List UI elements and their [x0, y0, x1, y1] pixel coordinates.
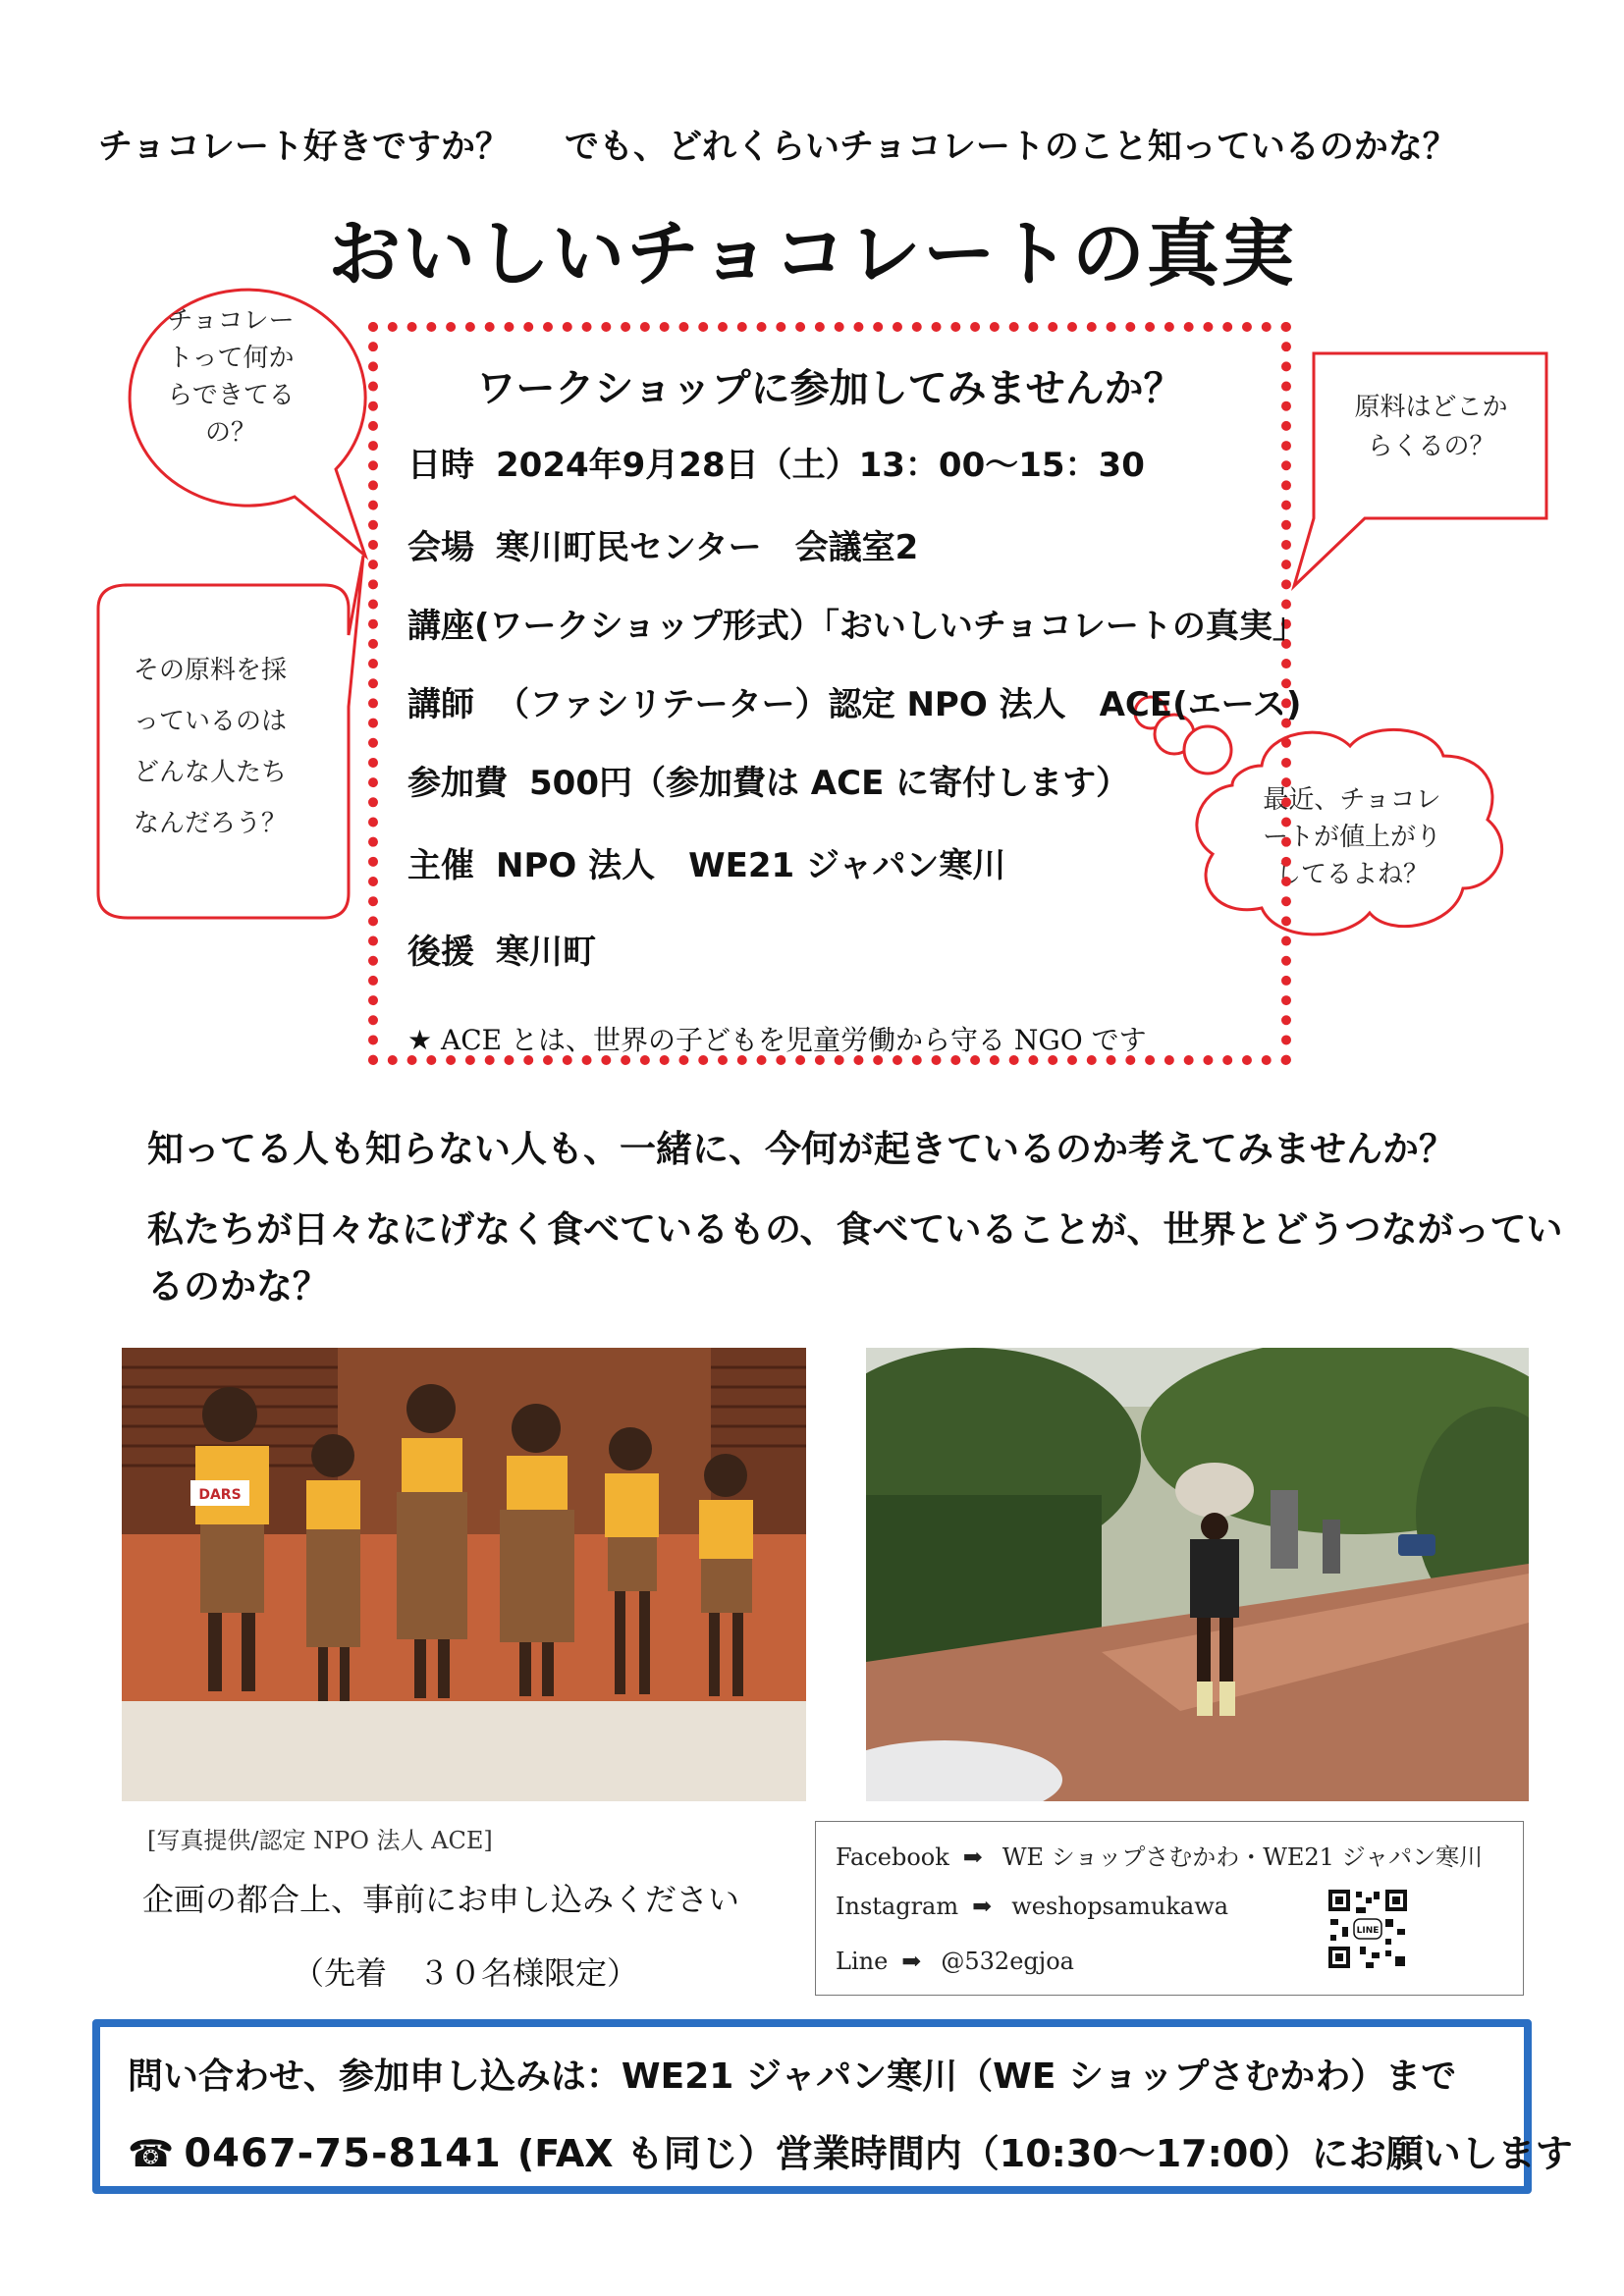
info-value: 寒川町 [496, 933, 596, 972]
info-value: NPO 法人 WE21 ジャパン寒川 [496, 846, 1006, 885]
bubble-line: なんだろう？ [134, 809, 288, 838]
bubble-line: っているのは [134, 707, 288, 736]
info-label: 日時 [407, 446, 474, 485]
contact-hours: (FAX も同じ）営業時間内（10:30～17:00）にお願いします [516, 2132, 1573, 2175]
info-label: 参加費 [407, 764, 508, 803]
qr-label: LINE [1356, 1926, 1380, 1936]
person-walking [1323, 1520, 1340, 1574]
bubble-line: してるよね？ [1274, 860, 1429, 889]
bubble-top-right-text [1326, 388, 1537, 466]
info-value: (ワークショップ形式）「おいしいチョコレートの真実」 [474, 607, 1306, 646]
event-info-box [368, 322, 1306, 1065]
info-row-course [407, 599, 1306, 647]
bubble-line: らくるの？ [1367, 432, 1495, 461]
social-value: WE ショップさむかわ・WE21 ジャパン寒川 [1001, 1843, 1484, 1871]
capacity-limit: （先着 ３０名様限定） [293, 1954, 639, 1992]
right-arrow-icon: ➡ [962, 1843, 983, 1871]
bubble-line: の？ [204, 418, 256, 448]
info-label: 会場 [407, 528, 474, 567]
phone-number[interactable]: 0467-75-8141 [184, 2131, 502, 2176]
car [1398, 1534, 1435, 1556]
line-qr-code[interactable] [1326, 1888, 1409, 1970]
info-label: 主催 [407, 846, 474, 885]
header-question-2: でも、どれくらいチョコレートのこと知っているのかな？ [564, 128, 1457, 167]
social-links-box [815, 1821, 1524, 1996]
info-value: 500円（参加費は ACE に寄付します） [529, 764, 1130, 803]
info-value: （ファシリテーター）認定 NPO 法人 ACE(エース) [496, 685, 1302, 724]
contact-line-2 [128, 2123, 1573, 2177]
header-question-1: チョコレート好きですか？ [98, 128, 510, 167]
bubble-top-left-text [147, 302, 314, 452]
chocolate-bar-label: DARS [198, 1487, 242, 1503]
social-name: Facebook [836, 1843, 949, 1871]
right-arrow-icon: ➡ [972, 1893, 993, 1920]
main-title: おいしいチョコレートの真実 [328, 212, 1296, 296]
contact-line-1: 問い合わせ、参加申し込みは：WE21 ジャパン寒川（WE ショップさむかわ）まで [128, 2056, 1457, 2097]
body-line-3: るのかな？ [147, 1265, 329, 1308]
info-row-venue [407, 520, 918, 568]
social-row-facebook[interactable] [836, 1838, 1483, 1872]
info-row-support [407, 925, 596, 973]
advance-registration-note: 企画の都合上、事前にお申し込みください [142, 1881, 740, 1918]
body-line-2: 私たちが日々なにげなく食べているもの、食べていることが、世界とどうつながってい [147, 1208, 1563, 1251]
bubble-line: らできてる [167, 381, 295, 410]
info-value: 寒川町民センター 会議室2 [496, 528, 919, 567]
info-label: 講師 [407, 685, 474, 724]
phone-icon: ☎ [128, 2132, 175, 2175]
info-value: 2024年9月28日（土）13：00～15：30 [496, 446, 1145, 485]
ace-note: ★ ACE とは、世界の子どもを児童労働から守る NGO です [407, 1024, 1147, 1056]
social-value: @532egjoa [941, 1948, 1074, 1975]
social-row-instagram[interactable] [836, 1893, 1228, 1920]
info-row-date [407, 438, 1145, 486]
bubble-mid-left-text [116, 645, 350, 849]
social-value: weshopsamukawa [1011, 1893, 1229, 1920]
photo-children [122, 1348, 806, 1801]
bubble-line: ートが値上がり [1262, 823, 1441, 852]
bubble-line: 最近、チョコレ [1263, 785, 1441, 815]
photo-credit: [写真提供/認定 NPO 法人 ACE] [147, 1827, 493, 1854]
social-name: Instagram [836, 1893, 959, 1920]
bubble-line: チョコレー [167, 306, 295, 336]
person-walking [1271, 1490, 1298, 1569]
bubble-line: その原料を採 [134, 656, 288, 685]
bubble-line: トって何か [167, 344, 295, 373]
info-label: 講座 [407, 607, 474, 646]
info-label: 後援 [407, 933, 474, 972]
social-name: Line [836, 1948, 889, 1975]
right-arrow-icon: ➡ [901, 1948, 922, 1975]
info-row-fee [407, 756, 1129, 804]
bubble-line: どんな人たち [134, 758, 288, 787]
contact-box [92, 2019, 1573, 2194]
body-line-1: 知ってる人も知らない人も、一緒に、今何が起きているのか考えてみませんか？ [147, 1128, 1455, 1170]
info-subtitle: ワークショップに参加してみませんか？ [476, 366, 1183, 411]
info-row-lecturer [407, 677, 1301, 725]
info-row-organizer [407, 838, 1005, 886]
photo-road [866, 1348, 1529, 1801]
social-row-line[interactable] [836, 1948, 1074, 1975]
bubble-line: 原料はどこか [1354, 393, 1508, 422]
